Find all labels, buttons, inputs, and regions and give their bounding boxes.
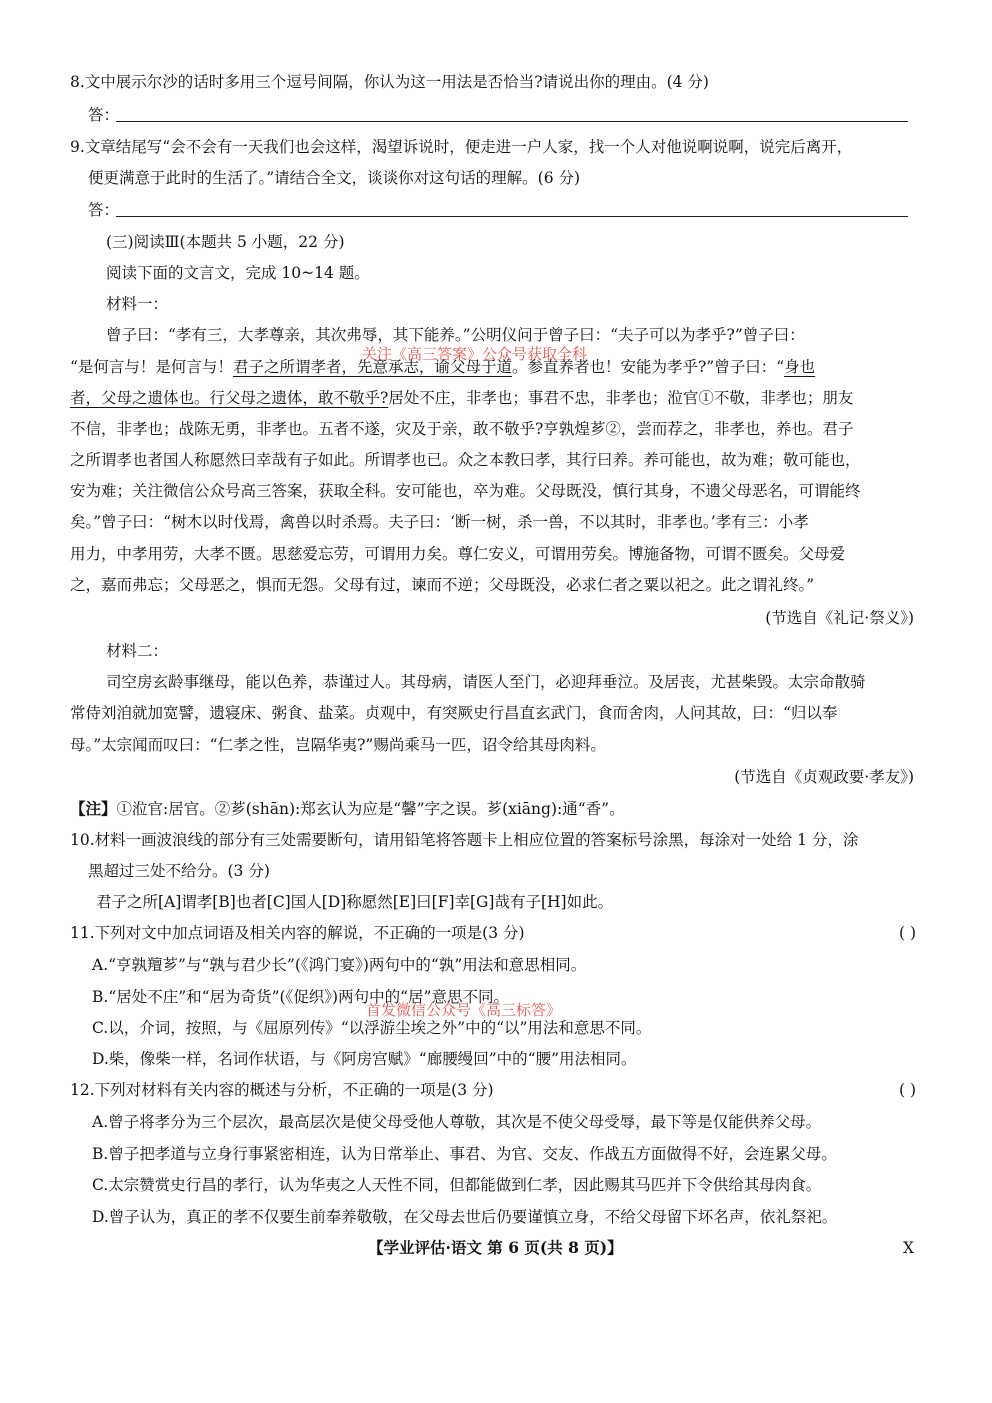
material1-label: 材料一：: [106, 295, 169, 313]
material1-line: 用力，中孝用劳，大孝不匮。思慈爱忘劳，可谓用力矣。尊仁安义，可谓用劳矣。博施备物，可谓不匮矣。父母爱: [70, 545, 846, 563]
q12-stem: 12.下列对材料有关内容的概述与分析，不正确的一项是(3 分): [70, 1081, 494, 1099]
underlined-phrase: 者，父母之遗体也。行父母之遗体，敢不敬乎?: [70, 389, 389, 407]
q12-option-a: A.曾子将孝分为三个层次，最高层次是使父母受他人尊敬，其次是不使父母受辱，最下等是仅能供养父母。: [92, 1113, 822, 1131]
q10-sentence: 君子之所[A]谓孝[B]也者[C]国人[D]称愿然[E]曰[F]幸[G]哉有子[H]如此。: [96, 893, 614, 911]
q11-option-c: C.以，介词，按照，与《屈原列传》“以浮游尘埃之外”中的“以”用法和意思不同。: [92, 1019, 652, 1037]
q11-answer-bracket: ( ): [898, 924, 916, 942]
q12-option-b: B.曾子把孝道与立身行事紧密相连，认为日常举止、事君、为官、交友、作战五方面做得不好，会连累父母。: [92, 1145, 837, 1163]
section-heading: (三)阅读Ⅲ(本题共 5 小题，22 分): [106, 233, 345, 251]
material1-line: 之，嘉而弗忘；父母恶之，惧而无怨。父母有过，谏而不逆；父母既没，必求仁者之粟以祀之。此之谓礼终。”: [70, 576, 815, 594]
material1-line: 之所谓孝也者国人称愿然曰幸哉有子如此。所谓孝也已。众之本教曰孝，其行曰养。养可能也，故为难；敬可能也，: [70, 451, 861, 469]
q11-option-a: A.“亨孰羶芗”与“孰与君少长”(《鸿门宴》)两句中的“孰”用法和意思相同。: [92, 956, 587, 974]
note-label: 【注】: [70, 799, 117, 818]
q11-stem: 11.下列对文中加点词语及相关内容的解说，不正确的一项是(3 分): [70, 924, 525, 942]
footer-mark: X: [903, 1239, 915, 1257]
material1-line: 不信，非孝也；战陈无勇，非孝也。五者不遂，灾及于亲，敢不敬乎?亨孰煌芗②，尝而荐之，非孝也，养也。君子: [70, 420, 854, 438]
q8-answer-label: 答：: [88, 106, 120, 124]
underlined-phrase: 身也: [784, 358, 816, 376]
material2-line: 司空房玄龄事继母，能以色养，恭谨过人。其母病，请医人至门，必迎拜垂泣。及居丧，尤甚柴毁。太宗命散骑: [106, 673, 866, 691]
q9-question-line2: 便更满意于此时的生活了。”请结合全文，谈谈你对这句话的理解。(6 分): [88, 169, 581, 187]
q12-answer-bracket: ( ): [898, 1081, 916, 1099]
material1-line: [70, 387, 853, 409]
q12-option-d: D.曾子认为，真正的孝不仅要生前奉养敬敬，在父母去世后仍要谨慎立身，不给父母留下坏名声，依礼祭祀。: [92, 1208, 838, 1226]
material1-source: (节选自《礼记·祭义》): [765, 609, 914, 627]
text-span: 。参直养者也！安能为孝乎?”曾子曰：“: [511, 358, 785, 376]
q9-answer-line: [116, 216, 908, 217]
q11-option-b: B.“居处不庄”和“居为奇货”(《促织》)两句中的“居”意思不同。: [92, 988, 509, 1006]
note-text: ①涖官:居官。②芗(shān):郑玄认为应是“馨”字之误。芗(xiāng):通“香”。: [116, 800, 625, 818]
watermark-text: 关注《高三答案》公众号获取全科: [362, 345, 588, 363]
q8-answer-line: [116, 121, 908, 122]
section-instruction: 阅读下面的文言文，完成 10~14 题。: [106, 264, 370, 282]
q8-question: 8.文中展示尔沙的话时多用三个逗号间隔，你认为这一用法是否恰当?请说出你的理由。(4 分): [70, 73, 709, 91]
material2-line: 常侍刘洎就加宽譬，遗寝床、粥食、盐菜。贞观中，有突厥史行昌直玄武门，食而舍肉，人问其故，曰：“归以奉: [70, 704, 838, 722]
watermark-text: 首发微信公众号《高三标答》: [366, 1001, 562, 1019]
q9-answer-label: 答：: [88, 201, 120, 219]
material2-source: (节选自《贞观政要·孝友》): [734, 768, 914, 786]
material1-line: 矣。”曾子曰：“树木以时伐焉，禽兽以时杀焉。夫子曰：‘断一树，杀一兽，不以其时，非孝也。’孝有三：小孝: [70, 513, 809, 531]
underlined-phrase: 君子之所谓孝者，先意承志，谕父母于道: [232, 358, 512, 376]
q11-option-d: D.柴，像柴一样，名词作状语，与《阿房宫赋》“廊腰缦回”中的“腰”用法相同。: [92, 1050, 637, 1068]
q12-option-c: C.太宗赞赏史行昌的孝行，认为华夷之人天性不同，但都能做到仁孝，因此赐其马匹并下令供给其母肉食。: [92, 1176, 822, 1194]
material1-line: 安为难；关注微信公众号高三答案，获取全科。安可能也，卒为难。父母既没，慎行其身，不遗父母恶名，可谓能终: [70, 482, 861, 500]
page-footer: 【学业评估·语文 第 6 页(共 8 页)】: [368, 1238, 623, 1257]
q9-question-line1: 9.文章结尾写“会不会有一天我们也会这样，渴望诉说时，便走进一户人家，找一个人对他说啊说啊，说完后离开，: [70, 138, 853, 156]
material2-line: 母。”太宗闻而叹曰：“仁孝之性，岂隔华夷?”赐尚乘马一匹，诏令给其母肉料。: [70, 736, 606, 754]
material1-line: 曾子曰：“孝有三，大孝尊亲，其次弗辱，其下能养。”公明仪问于曾子曰：“夫子可以为孝乎?”曾子曰：: [106, 326, 805, 344]
q10-question-line2: 黑超过三处不给分。(3 分): [88, 862, 270, 880]
material2-label: 材料二：: [106, 642, 169, 660]
text-span: “是何言与！是何言与！: [70, 358, 233, 376]
text-span: 居处不庄，非孝也；事君不忠，非孝也；涖官①不敬，非孝也；朋友: [388, 389, 854, 407]
q10-question-line1: 10.材料一画波浪线的部分有三处需要断句，请用铅笔将答题卡上相应位置的答案标号涂黑，每涂对一处给 1 分，涂: [70, 831, 859, 849]
annotation-note: [70, 798, 625, 820]
